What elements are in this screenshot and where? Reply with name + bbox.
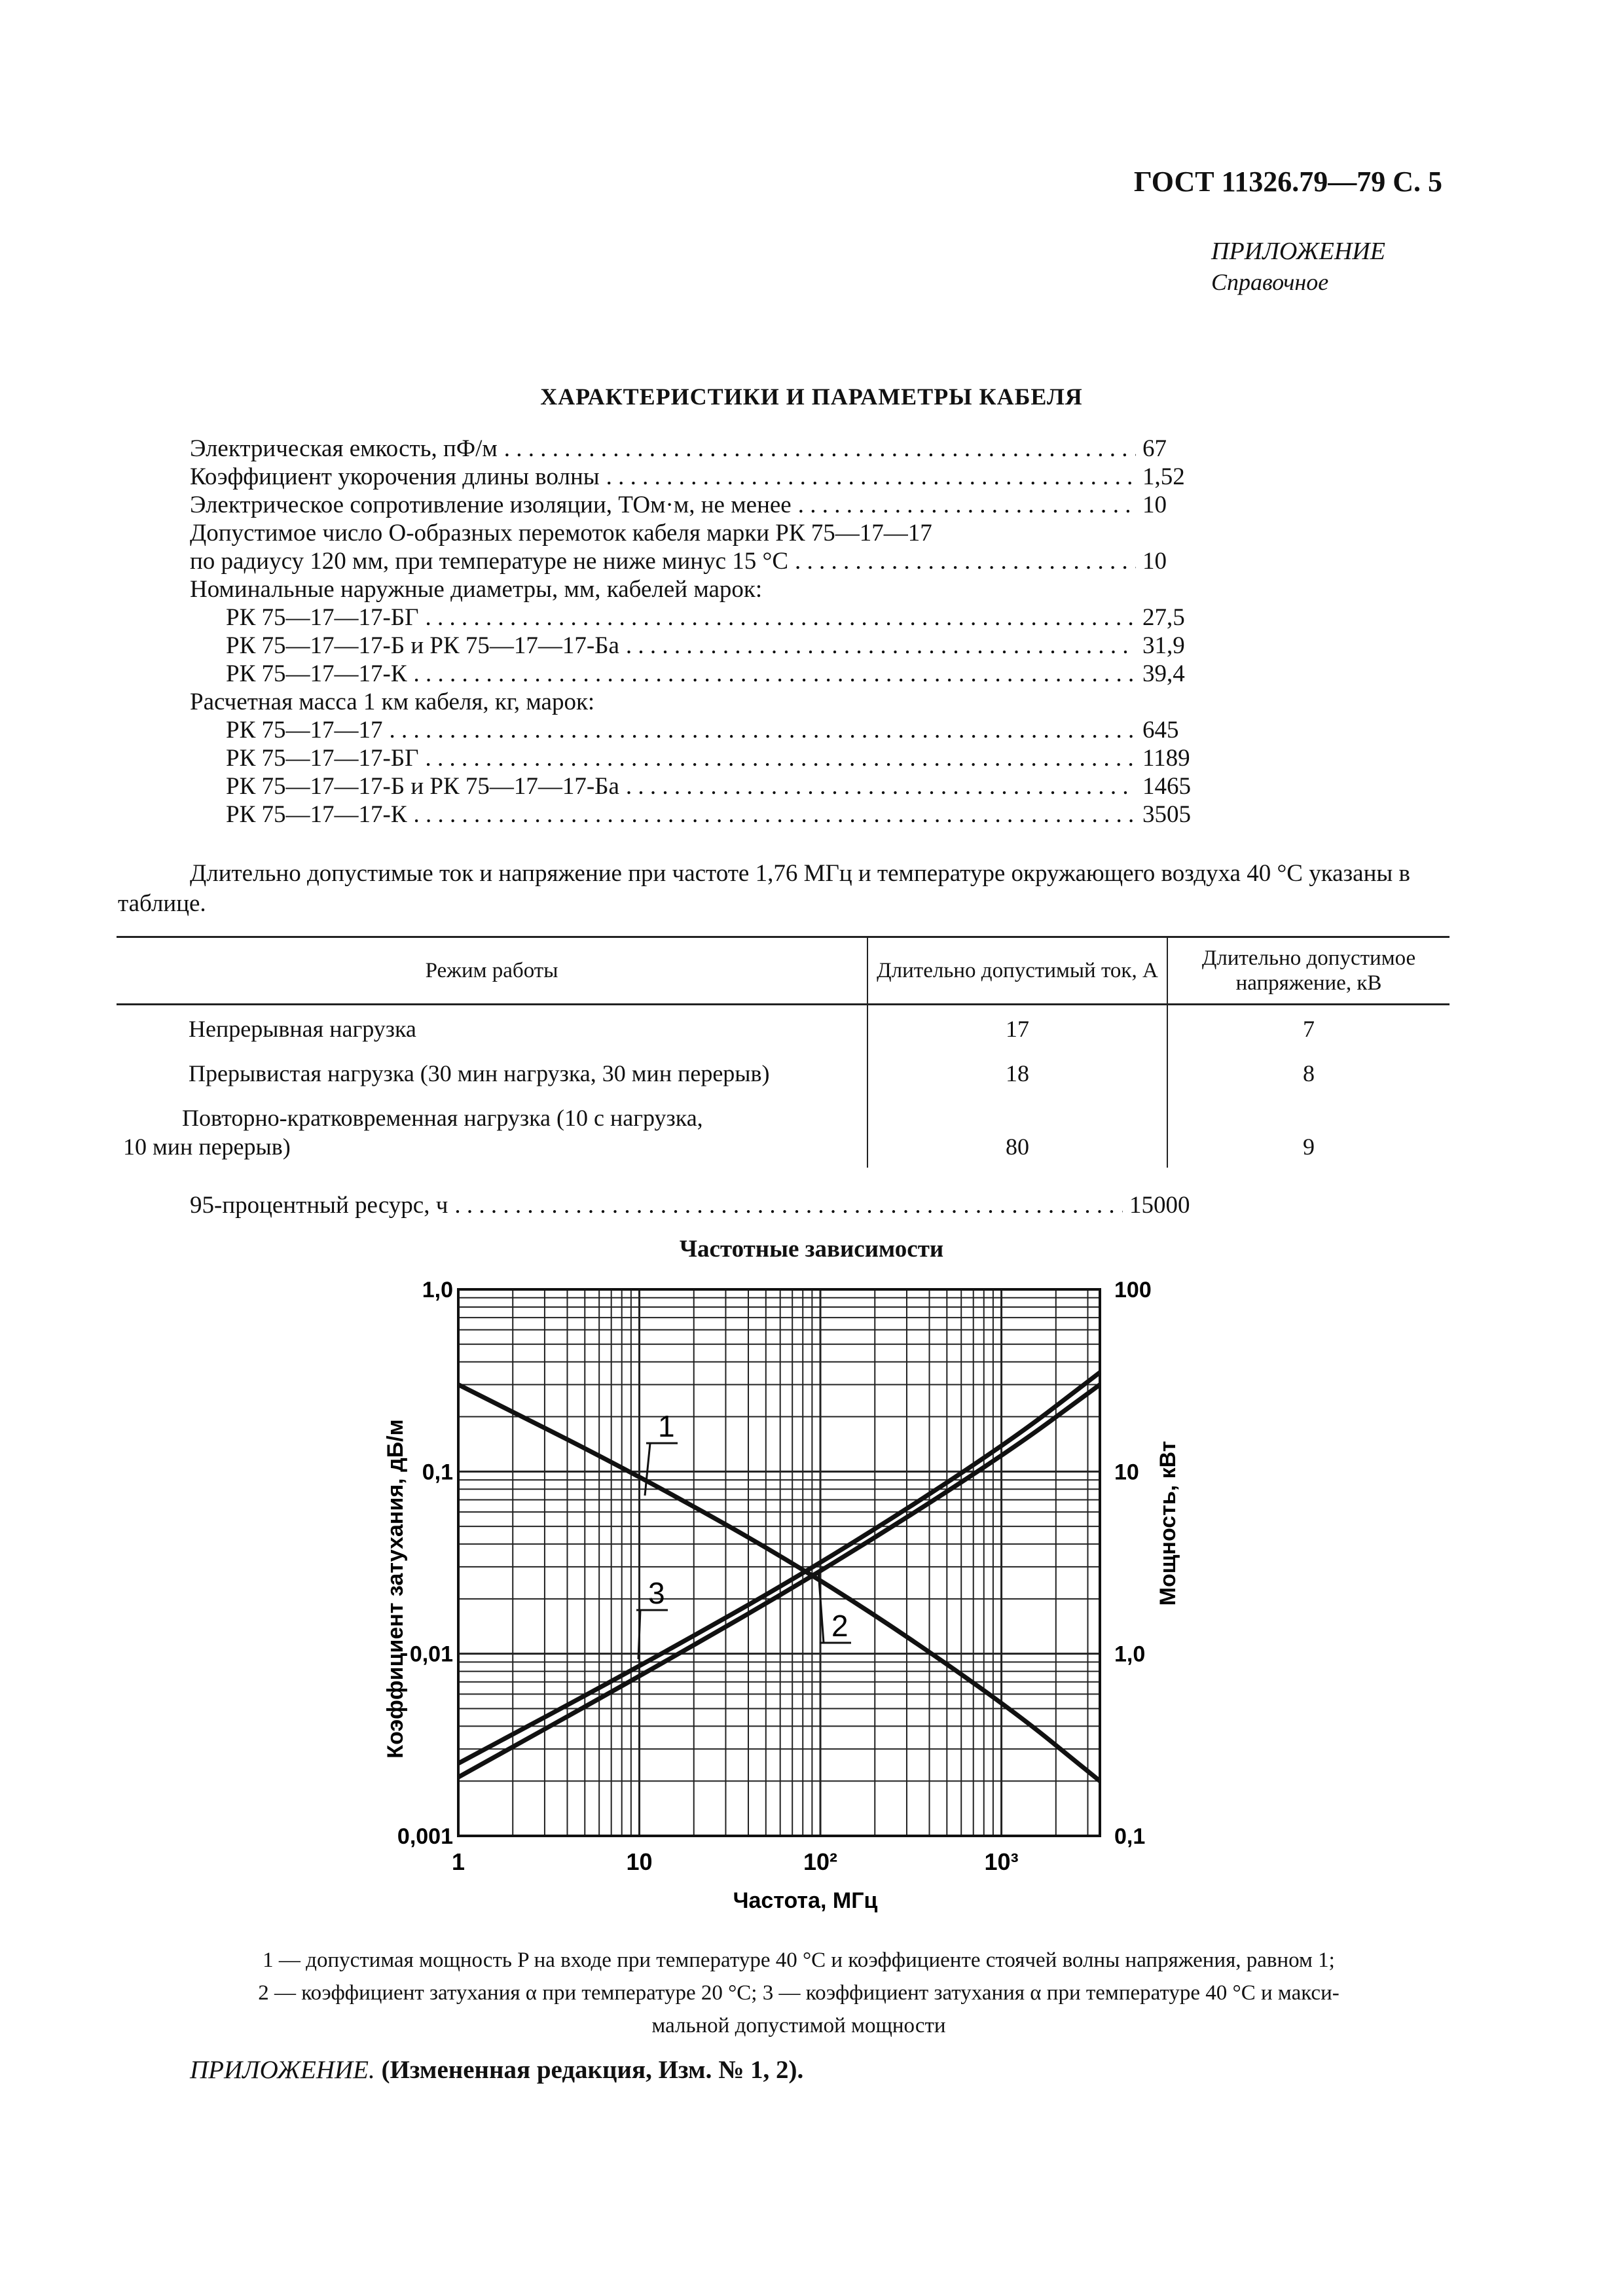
x-tick-label: 10 xyxy=(626,1848,653,1875)
chart-caption xyxy=(144,1944,1453,2042)
spec-label: РК 75—17—17-Б и РК 75—17—17-Ба xyxy=(226,632,619,659)
spec-label: РК 75—17—17-К xyxy=(226,660,407,687)
y-tick-label-left: 0,01 xyxy=(409,1641,453,1667)
y-axis-label-left: Коэффициент затухания, дБ/м xyxy=(383,1419,408,1759)
chart-title: Частотные зависимости xyxy=(679,1236,944,1263)
resource-label: 95-процентный ресурс, ч xyxy=(190,1192,448,1219)
header-voltage: Длительно допустимое напряжение, кВ xyxy=(1167,937,1450,1005)
spec-label: РК 75—17—17-Б и РК 75—17—17-Ба xyxy=(226,773,619,800)
spec-label: Коэффициент укорочения длины волны xyxy=(190,463,600,490)
spec-value: 3505 xyxy=(1142,801,1191,828)
x-tick-label: 10² xyxy=(803,1848,838,1875)
spec-value: 1189 xyxy=(1142,745,1190,772)
section-title: ХАРАКТЕРИСТИКИ И ПАРАМЕТРЫ КАБЕЛЯ xyxy=(540,384,1083,410)
series-label-1: 1 xyxy=(658,1409,675,1443)
spec-label: РК 75—17—17-К xyxy=(226,801,407,828)
mode-line: 10 мин перерыв) xyxy=(123,1134,291,1160)
mode-cell: Прерывистая нагрузка (30 мин нагрузка, 30 мин перерыв) xyxy=(189,1060,770,1086)
footer-note xyxy=(190,2055,803,2085)
spec-value: 645 xyxy=(1142,717,1179,744)
caption-line: 2 — коэффициент затухания α при температуре 20 °С; 3 — коэффициент затухания α при температуре 40 °С и макси- xyxy=(258,1981,1340,2005)
header-mode: Режим работы xyxy=(117,937,867,1005)
caption-line: 1 — допустимая мощность P на входе при температуре 40 °С и коэффициенте стоячей волны напряжения, равном 1; xyxy=(263,1948,1335,1972)
footer-italic: ПРИЛОЖЕНИЕ. xyxy=(190,2056,375,2084)
mode-cell: Непрерывная нагрузка xyxy=(189,1016,416,1042)
plot-frame xyxy=(458,1289,1100,1836)
y-tick-label-left: 0,001 xyxy=(397,1824,453,1849)
y-tick-label-right: 1,0 xyxy=(1114,1641,1146,1667)
header-current: Длительно допустимый ток, А xyxy=(867,937,1167,1005)
table-intro: Длительно допустимые ток и напряжение при частоте 1,76 МГц и температуре окружающего воздуха 40 °С указаны в таблице. xyxy=(118,860,1410,917)
spec-value: 10 xyxy=(1142,548,1167,575)
spec-label: Электрическое сопротивление изоляции, ТОм·м, не менее xyxy=(190,492,792,518)
y-tick-label-left: 0,1 xyxy=(422,1460,453,1485)
spec-label: РК 75—17—17-БГ xyxy=(226,604,419,631)
spec-label: по радиусу 120 мм, при температуре не ниже минус 15 °С xyxy=(190,548,788,575)
spec-value: 10 xyxy=(1142,492,1167,518)
spec-label: Электрическая емкость, пФ/м xyxy=(190,435,498,462)
current-cell: 80 xyxy=(867,1094,1167,1168)
spec-value: 27,5 xyxy=(1142,604,1185,631)
y-tick-label-right: 10 xyxy=(1114,1460,1139,1485)
page-header: ГОСТ 11326.79—79 С. 5 xyxy=(1133,166,1442,198)
spec-label: РК 75—17—17 xyxy=(226,717,383,744)
caption-line: мальной допустимой мощности xyxy=(651,2014,946,2037)
y-tick-label-right: 0,1 xyxy=(1114,1824,1146,1849)
y-tick-label-left: 1,0 xyxy=(422,1278,453,1302)
spec-label: Допустимое число О-образных перемоток кабеля марки РК 75—17—17 xyxy=(190,520,932,547)
x-tick-label: 1 xyxy=(451,1848,465,1875)
spec-value: 1,52 xyxy=(1142,463,1185,490)
spec-label: Номинальные наружные диаметры, мм, кабелей марок: xyxy=(190,576,763,603)
callout-leader xyxy=(645,1443,650,1496)
current-cell: 18 xyxy=(867,1050,1167,1094)
series-label-3: 3 xyxy=(648,1576,665,1610)
spec-value: 31,9 xyxy=(1142,632,1185,659)
y-tick-label-right: 100 xyxy=(1114,1278,1152,1302)
spec-value: 67 xyxy=(1142,435,1167,462)
x-axis-label: Частота, МГц xyxy=(733,1888,878,1913)
voltage-cell: 7 xyxy=(1167,1005,1450,1050)
y-axis-label-right: Мощность, кВт xyxy=(1156,1441,1180,1606)
voltage-cell: 8 xyxy=(1167,1050,1450,1094)
series-label-2: 2 xyxy=(831,1609,848,1643)
appendix-label: ПРИЛОЖЕНИЕ xyxy=(1211,238,1385,265)
voltage-cell: 9 xyxy=(1167,1094,1450,1168)
spec-value: 1465 xyxy=(1142,773,1191,800)
footer-bold: (Измененная редакция, Изм. № 1, 2). xyxy=(381,2056,804,2084)
x-tick-label: 10³ xyxy=(984,1848,1019,1875)
spec-label: РК 75—17—17-БГ xyxy=(226,745,419,772)
mode-line: Повторно-кратковременная нагрузка (10 с нагрузка, xyxy=(182,1105,703,1131)
resource-value: 15000 xyxy=(1129,1192,1190,1219)
spec-value: 39,4 xyxy=(1142,660,1185,687)
spec-label: Расчетная масса 1 км кабеля, кг, марок: xyxy=(190,689,595,715)
appendix-kind: Справочное xyxy=(1211,269,1329,295)
current-cell: 17 xyxy=(867,1005,1167,1050)
